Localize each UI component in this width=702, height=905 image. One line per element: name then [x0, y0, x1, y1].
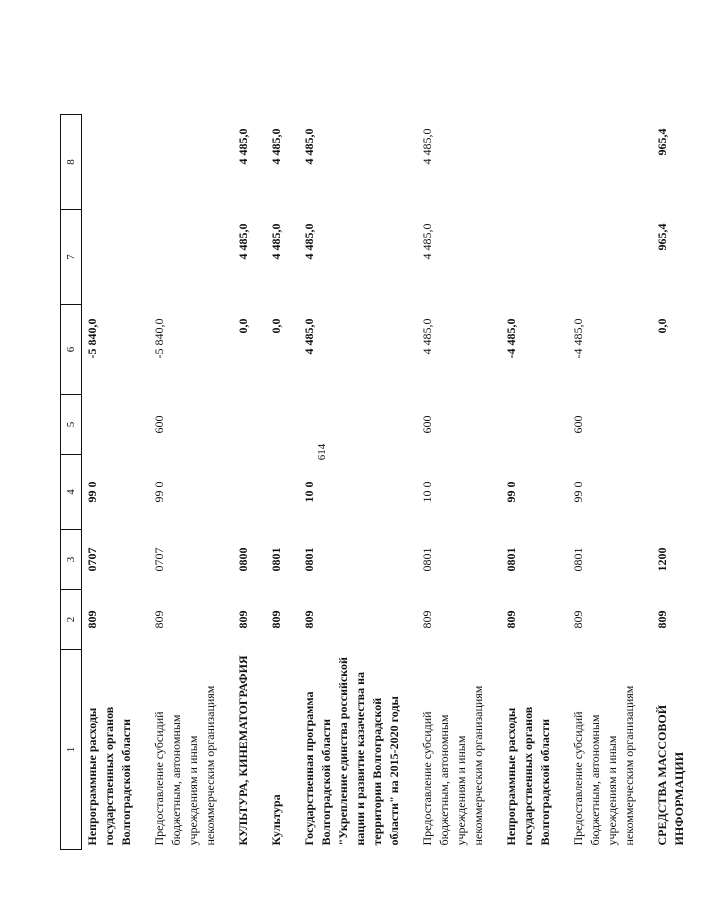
section-cell: 0801	[571, 547, 585, 572]
column-header: 1	[61, 650, 82, 850]
target-cell: 10 0	[302, 481, 316, 503]
col6-value: -4 485,0	[571, 318, 585, 359]
code-cell: 809	[85, 610, 99, 629]
target-cell: 99 0	[504, 481, 518, 503]
type-cell: 600	[152, 415, 166, 434]
table-row	[417, 115, 501, 850]
type-cell	[652, 395, 702, 455]
type-cell	[82, 395, 150, 455]
table-row	[501, 115, 568, 850]
col7-value	[82, 210, 150, 305]
type-cell: 600	[571, 415, 585, 434]
table-row	[233, 115, 266, 850]
code-cell: 809	[571, 610, 585, 629]
row-name: Культура	[269, 794, 283, 846]
code-cell: 809	[269, 610, 283, 629]
column-header: 4	[61, 455, 82, 530]
table-row	[266, 115, 299, 850]
code-cell: 809	[236, 610, 250, 629]
section-cell: 0707	[85, 547, 99, 572]
code-cell: 809	[302, 610, 316, 629]
section-cell: 0800	[236, 547, 250, 572]
table-row	[82, 115, 150, 850]
section-cell: 0707	[152, 547, 166, 572]
col8-value	[501, 115, 568, 210]
section-cell: 0801	[302, 547, 316, 572]
code-cell: 809	[420, 610, 434, 629]
column-header: 3	[61, 530, 82, 590]
table-row	[299, 115, 417, 850]
column-header: 8	[61, 115, 82, 210]
row-name: Предоставление субсидий бюджетным, автономным учреждениям и иным некоммерческим организациям	[152, 685, 217, 846]
col7-value: 4 485,0	[302, 223, 316, 260]
col7-value	[149, 210, 233, 305]
type-cell	[233, 395, 266, 455]
col6-value: 4 485,0	[302, 318, 316, 355]
table-row	[149, 115, 233, 850]
target-cell: 99 0	[85, 481, 99, 503]
column-header: 5	[61, 395, 82, 455]
col8-value: 965,4	[655, 128, 669, 156]
target-cell	[266, 455, 299, 530]
code-cell: 809	[504, 610, 518, 629]
col7-value	[501, 210, 568, 305]
code-cell: 809	[655, 610, 669, 629]
type-cell	[501, 395, 568, 455]
column-header: 6	[61, 305, 82, 395]
column-header: 7	[61, 210, 82, 305]
section-cell: 0801	[269, 547, 283, 572]
col6-value: -4 485,0	[504, 318, 518, 359]
type-cell	[266, 395, 299, 455]
col6-value: 4 485,0	[420, 318, 434, 355]
col8-value: 4 485,0	[420, 128, 434, 165]
col8-value	[149, 115, 233, 210]
col8-value: 4 485,0	[302, 128, 316, 165]
col7-value: 4 485,0	[236, 223, 250, 260]
table-row	[568, 115, 652, 850]
col8-value	[568, 115, 652, 210]
col7-value: 965,4	[655, 223, 669, 251]
target-cell	[652, 455, 702, 530]
row-name: КУЛЬТУРА, КИНЕМАТОГРАФИЯ	[236, 655, 250, 846]
code-cell: 809	[152, 610, 166, 629]
col8-value: 4 485,0	[269, 128, 283, 165]
section-cell: 0801	[420, 547, 434, 572]
rotated-table-container	[60, 115, 686, 850]
row-name: Предоставление субсидий бюджетным, автономным учреждениям и иным некоммерческим организациям	[571, 685, 636, 846]
type-cell	[299, 395, 417, 455]
budget-table	[60, 114, 702, 850]
target-cell	[233, 455, 266, 530]
col6-value: -5 840,0	[85, 318, 99, 359]
target-cell: 99 0	[571, 481, 585, 503]
col7-value: 4 485,0	[269, 223, 283, 260]
col6-value: 0,0	[269, 318, 283, 334]
col6-value: 0,0	[236, 318, 250, 334]
row-name: Непрограммные расходы государственных органов Волгоградской области	[85, 706, 133, 846]
target-cell: 10 0	[420, 481, 434, 503]
col6-value: 0,0	[655, 318, 669, 334]
row-name: Непрограммные расходы государственных органов Волгоградской области	[504, 706, 552, 846]
col8-value: 4 485,0	[236, 128, 250, 165]
page-number: 614	[316, 443, 328, 461]
col7-value: 4 485,0	[420, 223, 434, 260]
header-row	[61, 115, 82, 850]
row-name: Предоставление субсидий бюджетным, автономным учреждениям и иным некоммерческим организациям	[420, 685, 485, 846]
col7-value	[568, 210, 652, 305]
table-row	[652, 115, 702, 850]
type-cell: 600	[420, 415, 434, 434]
column-header: 2	[61, 590, 82, 650]
section-cell: 0801	[504, 547, 518, 572]
col6-value: -5 840,0	[152, 318, 166, 359]
row-name: СРЕДСТВА МАССОВОЙ ИНФОРМАЦИИ	[655, 704, 686, 846]
row-name: Государственная программа Волгоградской области "Укрепление единства российской нации и развитие казачества на территории Волгоградской области" на 2015-2020 годы	[302, 657, 401, 846]
target-cell: 99 0	[152, 481, 166, 503]
col8-value	[82, 115, 150, 210]
section-cell: 1200	[655, 547, 669, 572]
